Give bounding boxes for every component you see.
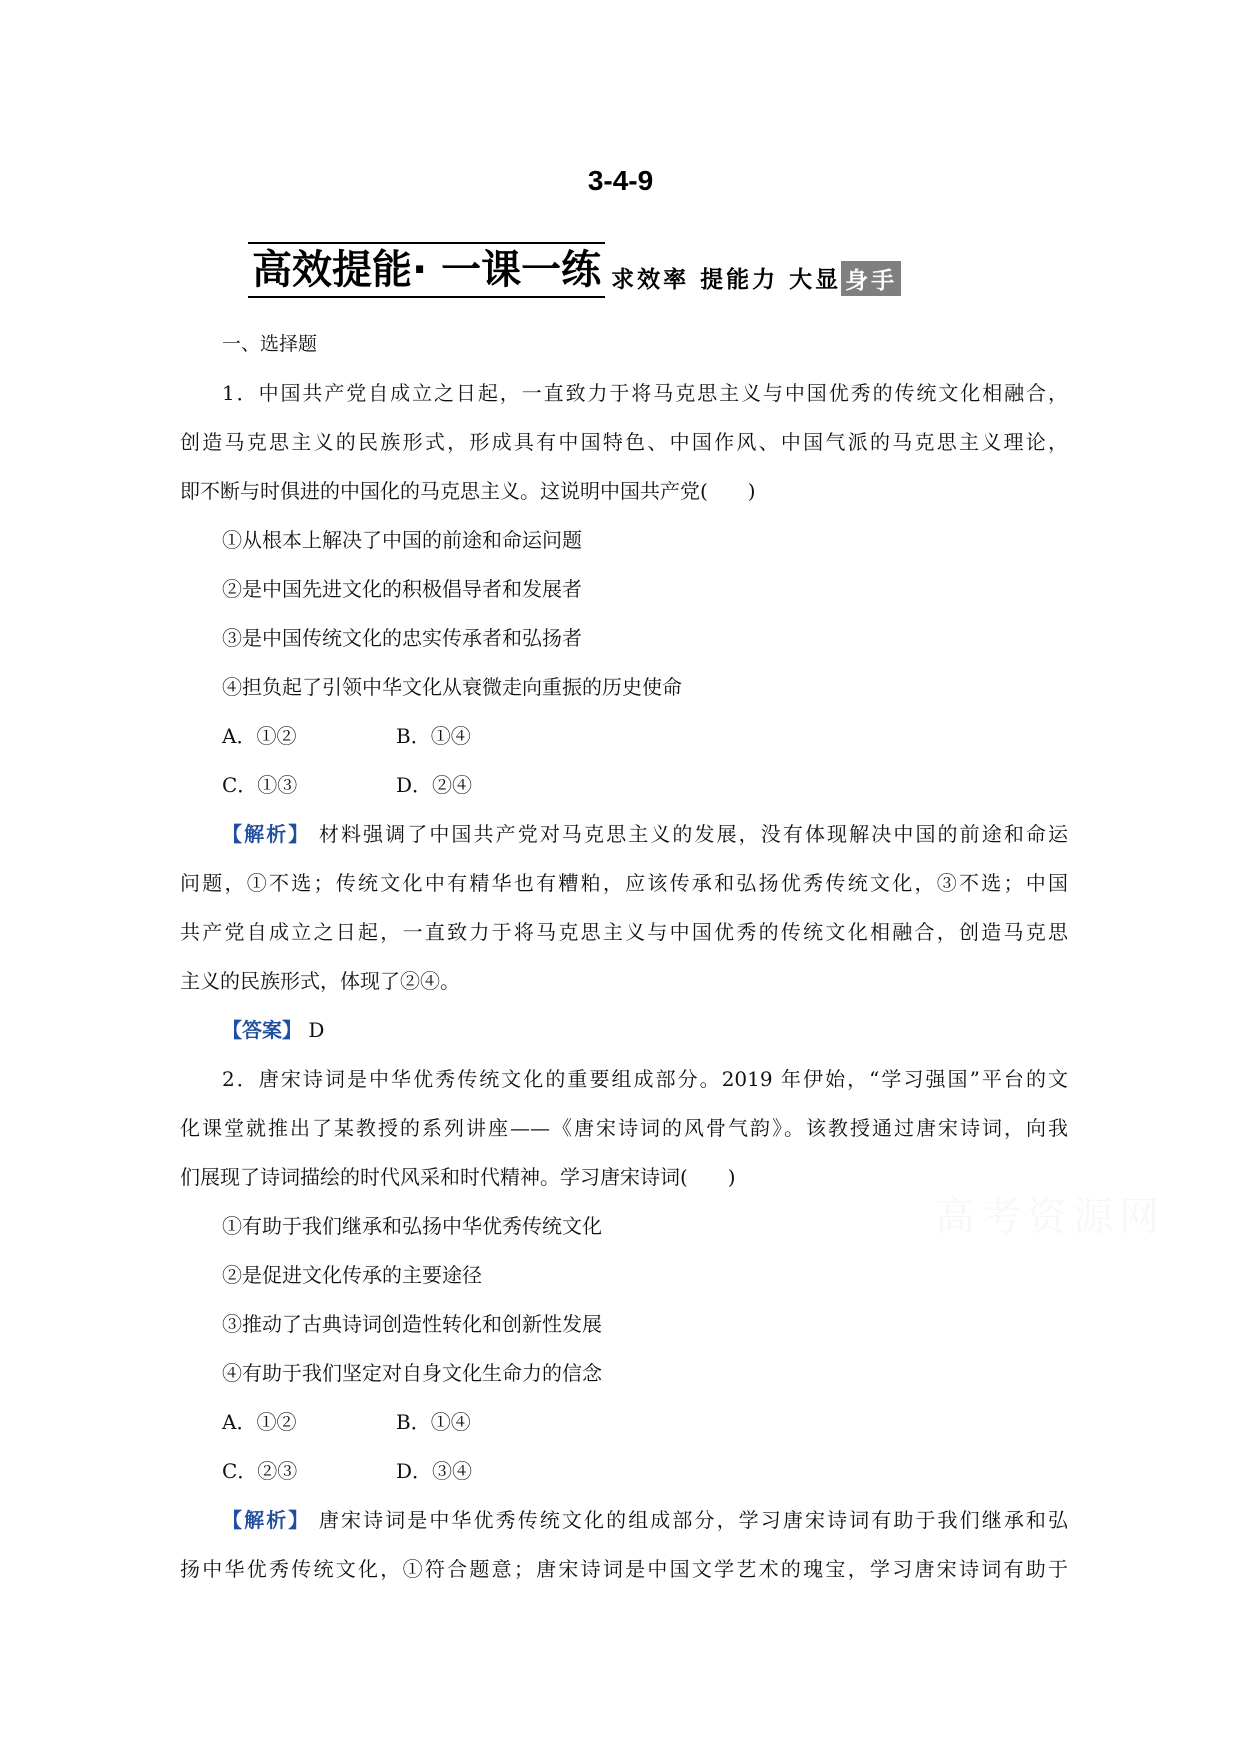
analysis-line: 主义的民族形式，体现了②④。 (180, 969, 460, 993)
question-stem-line: 化课堂就推出了某教授的系列讲座——《唐宋诗词的风骨气韵》。该教授通过唐宋诗词，向我 (180, 1116, 1068, 1140)
banner-highlight: 身手 (841, 261, 901, 296)
statement-item: ④有助于我们坚定对自身文化生命力的信念 (222, 1361, 602, 1385)
analysis-tag: 【解析】 (222, 1508, 311, 1532)
analysis-tag: 【解析】 (222, 822, 311, 846)
analysis-line (180, 810, 1068, 859)
statement-item: ③是中国传统文化的忠实传承者和弘扬者 (222, 626, 582, 650)
analysis-text: 唐宋诗词是中华优秀传统文化的组成部分，学习唐宋诗词有助于我们继承和弘 (318, 1508, 1069, 1532)
answer-value: D (308, 1018, 325, 1042)
option-b: B．①④ (396, 724, 471, 748)
question-2 (180, 1055, 1068, 1594)
statement-item: ①有助于我们继承和弘扬中华优秀传统文化 (222, 1214, 602, 1238)
analysis-line: 问题，①不选；传统文化中有精华也有糟粕，应该传承和弘扬优秀传统文化，③不选；中国 (180, 871, 1068, 895)
question-stem-line: 即不断与时俱进的中国化的马克思主义。这说明中国共产党( ) (180, 479, 756, 503)
watermark: 高考资源网 (935, 1194, 1165, 1240)
analysis-text: 材料强调了中国共产党对马克思主义的发展，没有体现解决中国的前途和命运 (318, 822, 1069, 846)
answer-line (180, 1006, 1068, 1055)
page-code: 3-4-9 (587, 165, 654, 196)
option-b: B．①④ (396, 1410, 471, 1434)
question-stem-line: 们展现了诗词描绘的时代风采和时代精神。学习唐宋诗词( ) (180, 1165, 736, 1189)
question-1 (180, 369, 1068, 1055)
options-row (180, 1398, 1068, 1447)
section-banner (248, 238, 901, 298)
statement-item: ①从根本上解决了中国的前途和命运问题 (222, 528, 582, 552)
option-a: A．①② (222, 1410, 297, 1434)
banner-subtitle: 求效率 提能力 大显 (611, 267, 842, 293)
analysis-line: 共产党自成立之日起，一直致力于将马克思主义与中国优秀的传统文化相融合，创造马克思 (180, 920, 1068, 944)
options-row (180, 712, 1068, 761)
statement-item: ②是促进文化传承的主要途径 (222, 1263, 482, 1287)
answer-tag: 【答案】 (222, 1018, 302, 1042)
option-c: C．①③ (222, 773, 298, 797)
section-title: 一、选择题 (222, 333, 318, 355)
banner-main-title: 高效提能· 一课一练 (248, 242, 605, 298)
analysis-line: 扬中华优秀传统文化，①符合题意；唐宋诗词是中国文学艺术的瑰宝，学习唐宋诗词有助于 (180, 1557, 1068, 1581)
option-d: D．②④ (396, 773, 473, 797)
question-stem-line: 1．中国共产党自成立之日起，一直致力于将马克思主义与中国优秀的传统文化相融合， (222, 381, 1068, 405)
option-a: A．①② (222, 724, 297, 748)
options-row (180, 1447, 1068, 1496)
question-stem-line: 创造马克思主义的民族形式，形成具有中国特色、中国作风、中国气派的马克思主义理论， (180, 430, 1068, 454)
statement-item: ②是中国先进文化的积极倡导者和发展者 (222, 577, 582, 601)
question-stem-line: 2．唐宋诗词是中华优秀传统文化的重要组成部分。2019 年伊始，“学习强国”平台的文 (222, 1067, 1068, 1091)
statement-item: ④担负起了引领中华文化从衰微走向重振的历史使命 (222, 675, 682, 699)
option-d: D．③④ (396, 1459, 473, 1483)
option-c: C．②③ (222, 1459, 298, 1483)
analysis-line (180, 1496, 1068, 1545)
options-row (180, 761, 1068, 810)
statement-item: ③推动了古典诗词创造性转化和创新性发展 (222, 1312, 602, 1336)
document-body (180, 320, 1068, 1594)
